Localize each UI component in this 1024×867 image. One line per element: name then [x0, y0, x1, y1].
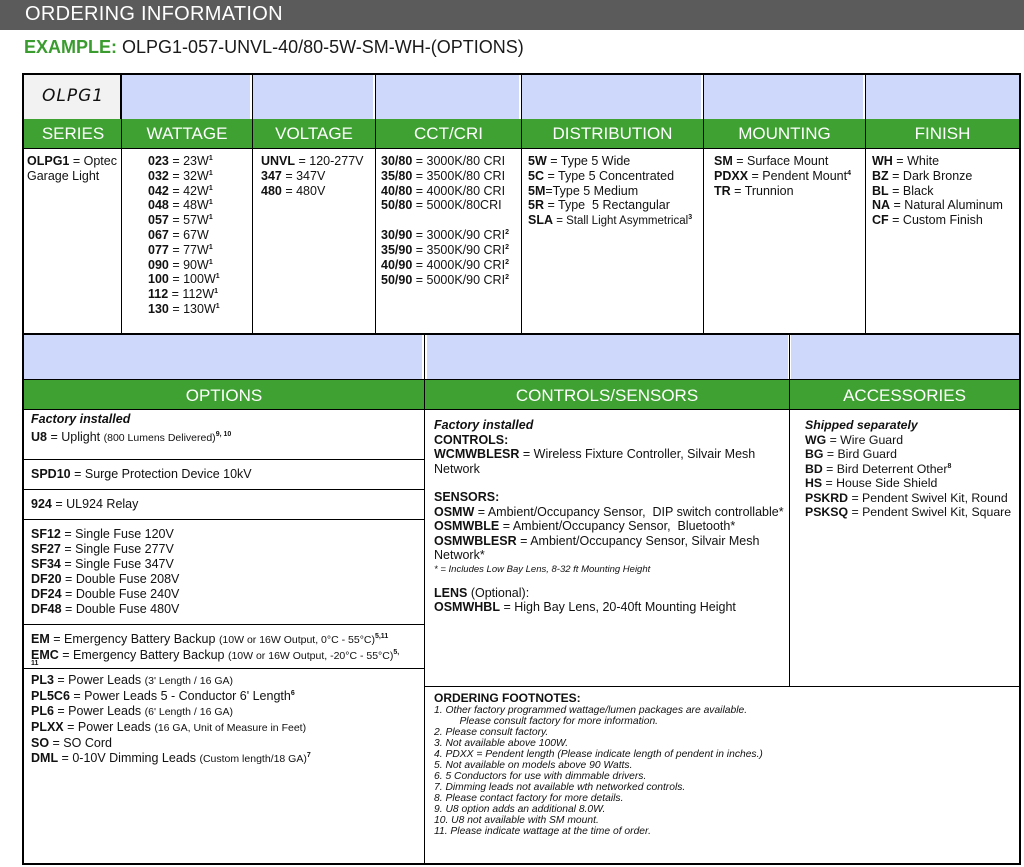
header-voltage: VOLTAGE — [253, 119, 375, 148]
accessories-input-box — [791, 335, 1019, 379]
distribution-item: 5R = Type 5 Rectangular — [528, 198, 670, 213]
option-item: SPD10 = Surge Protection Device 10kV — [31, 467, 252, 481]
accessory-item: WG = Wire Guard — [805, 432, 904, 447]
option-item: SO = SO Cord — [31, 736, 112, 750]
voltage-item: UNVL = 120-277V — [261, 154, 364, 168]
model-box-text: OLPG1 — [42, 86, 105, 106]
controls-panel — [434, 418, 784, 615]
wattage-input-box — [122, 75, 250, 119]
series-item: OLPG1 = Optec Garage Light — [27, 154, 121, 183]
options-factory-label: Factory installed — [31, 412, 131, 426]
lens-item: OSMWHBL = High Bay Lens, 20-40ft Mounting Height — [434, 600, 736, 614]
option-item: DF48 = Double Fuse 480V — [31, 602, 180, 616]
options-fuse-group — [22, 520, 424, 625]
cct-input-box — [376, 75, 519, 119]
finish-item: BL = Black — [872, 183, 934, 198]
header-wattage: WATTAGE — [122, 119, 252, 148]
mounting-item: SM = Surface Mount — [714, 154, 829, 168]
cct-item: 40/80 = 4000K/80 CRI — [381, 183, 506, 198]
footnote-line: 5. Not available on models above 90 Watts. — [434, 760, 633, 771]
header-finish: FINISH — [866, 119, 1019, 148]
footnote-line: 1. Other factory programmed wattage/lumen packages are available. — [434, 705, 748, 716]
voltage-item: 347 = 347V — [261, 168, 326, 183]
accessories-panel — [805, 418, 1017, 520]
wattage-item: 067 = 67W — [148, 227, 209, 242]
lens-heading-row: LENS (Optional): — [434, 585, 530, 600]
mounting-list — [711, 149, 864, 198]
controls-heading: CONTROLS: — [434, 432, 509, 447]
options-leads-group — [22, 669, 424, 865]
footnotes-panel — [434, 692, 1014, 837]
mounting-input-box — [704, 75, 863, 119]
wattage-item: $077 = 77W^1$ — [148, 242, 213, 257]
option-item: SF12 = Single Fuse 120V — [31, 527, 174, 541]
accessory-item: PSKSQ = Pendent Swivel Kit, Square — [805, 505, 1012, 519]
option-item: 11 — [31, 660, 39, 667]
wattage-item: $042 = 42W^1$ — [148, 183, 213, 198]
option-item: U8 = Uplight (800 Lumens Delivered)$^{9, 10}$ — [31, 430, 232, 444]
footnote-line: 10. U8 not available with SM mount. — [434, 815, 599, 826]
wattage-item: $130 = 130W^1$ — [148, 301, 220, 316]
distribution-item: 5C = Type 5 Concentrated — [528, 168, 675, 183]
footnote-line: 11. Please indicate wattage at the time of order. — [434, 826, 651, 837]
wattage-item: $032 = 32W^1$ — [148, 168, 213, 183]
control-item: WCMWBLESR = Wireless Fixture Controller, Silvair Mesh Network — [434, 447, 759, 476]
header-distribution: DISTRIBUTION — [522, 119, 703, 148]
option-item: SF34 = Single Fuse 347V — [31, 557, 174, 571]
wattage-item: $100 = 100W^1$ — [148, 272, 220, 287]
example-label: EXAMPLE: — [24, 37, 118, 57]
accessories-label: Shipped separately — [805, 418, 918, 432]
header-cct: CCT/CRI — [376, 119, 521, 148]
options-spd-group — [22, 460, 424, 490]
sensor-item: OSMWBLE = Ambient/Occupancy Sensor, Bluetooth* — [434, 519, 736, 533]
wattage-item: $057 = 57W^1$ — [148, 213, 213, 228]
option-item: PL3 = Power Leads (3' Length / 16 GA) — [31, 673, 234, 687]
options-uplight-group — [22, 410, 424, 460]
wattage-list — [145, 149, 250, 317]
footnotes-heading: ORDERING FOOTNOTES: — [434, 691, 581, 705]
sensor-note: * = Includes Low Bay Lens, 8-32 ft Mounting Height — [434, 563, 651, 575]
voltage-input-box — [253, 75, 373, 119]
option-item: DML = 0-10V Dimming Leads (Custom length/18 GA)$^7$ — [31, 751, 311, 765]
footnote-line: Please consult factory for more information. — [448, 716, 659, 727]
sensor-item: OSMWBLESR = Ambient/Occupancy Sensor, Silvair Mesh Network* — [434, 533, 763, 562]
footnote-line: 8. Please contact factory for more details. — [434, 793, 624, 804]
cct-item: 30/90 = 3000K/90 CRI$^2$ — [381, 228, 509, 243]
footnote-line: 2. Please consult factory. — [434, 727, 549, 738]
cct-item: 40/90 = 4000K/90 CRI$^2$ — [381, 257, 509, 272]
wattage-item: $112 = 112W^1$ — [148, 287, 219, 302]
option-item: DF20 = Double Fuse 208V — [31, 572, 180, 586]
mounting-item: TR = Trunnion — [714, 183, 794, 198]
sensors-heading: SENSORS: — [434, 490, 500, 504]
section-title: ORDERING INFORMATION — [25, 3, 283, 25]
cct-item: 50/80 = 5000K/80CRI — [381, 198, 502, 213]
header-options: OPTIONS — [24, 380, 424, 409]
accessory-item: BG = Bird Guard — [805, 447, 897, 461]
option-item: 924 = UL924 Relay — [31, 497, 139, 511]
options-ul-group — [22, 490, 424, 520]
header-mounting: MOUNTING — [704, 119, 865, 148]
section-header — [0, 0, 1024, 30]
footnote-line: 9. U8 option adds an additional 8.0W. — [434, 804, 606, 815]
footnote-line: 6. 5 Conductors for use with dimmable drivers. — [434, 771, 647, 782]
option-item: SF27 = Single Fuse 277V — [31, 542, 174, 556]
header-accessories: ACCESSORIES — [790, 380, 1019, 409]
accessory-item: BD = Bird Deterrent Other$^8$ — [805, 461, 952, 476]
header-series: SERIES — [24, 119, 122, 148]
options-emergency-group — [22, 625, 424, 669]
options-input-box — [24, 335, 422, 379]
model-box — [24, 75, 121, 119]
option-item: EM = Emergency Battery Backup (10W or 16W Output, 0°C - 55°C)$^{5,11}$ — [31, 632, 389, 646]
accessory-item: PSKRD = Pendent Swivel Kit, Round — [805, 490, 1008, 505]
cct-item: 35/80 = 3500K/80 CRI — [381, 168, 506, 183]
controls-input-box — [427, 335, 788, 379]
cct-item: 30/80 = 3000K/80 CRI — [381, 154, 506, 168]
distribution-list — [525, 149, 703, 229]
footnote-line: 3. Not available above 100W. — [434, 738, 569, 749]
footnote-line: 7. Dimming leads not available wth networked controls. — [434, 782, 686, 793]
controls-factory-label: Factory installed — [434, 418, 534, 432]
cct-item: 50/90 = 5000K/90 CRI$^2$ — [381, 272, 509, 287]
option-item: DF24 = Double Fuse 240V — [31, 587, 180, 601]
voltage-list — [258, 149, 373, 198]
finish-list — [869, 149, 1019, 228]
wattage-item: $023 = 23W^1$ — [148, 154, 213, 168]
sensor-item: OSMW = Ambient/Occupancy Sensor, DIP switch controllable* — [434, 504, 784, 519]
finish-input-box — [866, 75, 1019, 119]
option-item: PLXX = Power Leads (16 GA, Unit of Measure in Feet) — [31, 720, 307, 734]
finish-item: BZ = Dark Bronze — [872, 168, 973, 183]
voltage-item: 480 = 480V — [261, 183, 326, 198]
example-line — [24, 37, 524, 58]
cct-item: 35/90 = 3500K/90 CRI$^2$ — [381, 242, 509, 257]
wattage-item: $090 = 90W^1$ — [148, 257, 213, 272]
option-item: PL5C6 = Power Leads 5 - Conductor 6' Length$^6$ — [31, 689, 295, 703]
header-controls: CONTROLS/SENSORS — [425, 380, 789, 409]
mounting-item: PDXX = Pendent Mount$^4$ — [714, 168, 851, 183]
distribution-input-box — [522, 75, 701, 119]
option-item: PL6 = Power Leads (6' Length / 16 GA) — [31, 704, 234, 718]
finish-item: WH = White — [872, 154, 940, 168]
distribution-item: 5M=Type 5 Medium — [528, 183, 639, 198]
series-list — [24, 149, 121, 184]
cct-list — [378, 149, 520, 287]
option-item: EMC = Emergency Battery Backup (10W or 16W Output, -20°C - 55°C)$^{5,}$ — [31, 648, 400, 662]
footnote-line: 4. PDXX = Pendent length (Please indicate length of pendent in inches.) — [434, 749, 763, 760]
wattage-item: $048 = 48W^1$ — [148, 198, 213, 213]
example-code: OLPG1-057-UNVL-40/80-5W-SM-WH-(OPTIONS) — [122, 37, 524, 57]
finish-item: CF = Custom Finish — [872, 213, 983, 228]
distribution-item: SLA = Stall Light Asymmetrical$^3$ — [528, 213, 693, 228]
finish-item: NA = Natural Aluminum — [872, 198, 1003, 213]
accessory-item: HS = House Side Shield — [805, 476, 938, 490]
distribution-item: 5W = Type 5 Wide — [528, 154, 631, 168]
